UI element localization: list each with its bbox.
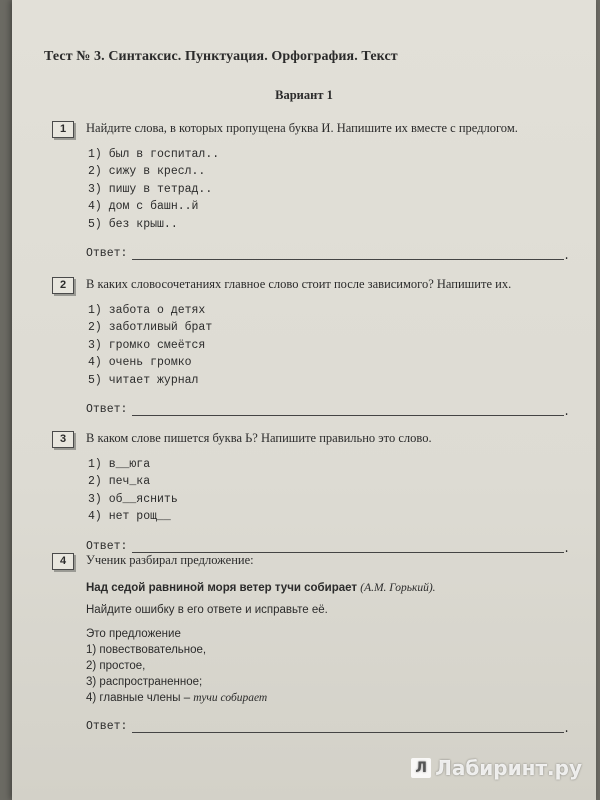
option: 3) пишу в тетрад.. — [88, 182, 213, 196]
task-number: 4 — [52, 553, 74, 570]
sentence-to-parse — [86, 582, 572, 594]
task-number: 3 — [52, 431, 74, 448]
answer-period: . — [563, 406, 570, 420]
answer-field[interactable] — [86, 247, 572, 263]
answer-label: Ответ: — [86, 539, 128, 553]
option: 2) заботливый брат — [88, 321, 213, 335]
task-number: 2 — [52, 277, 74, 294]
task-question: Ученик разбирал предложение: — [86, 553, 254, 567]
option: 2) сижу в кресл.. — [88, 165, 206, 179]
analysis-line: 3) распространенное; — [86, 676, 203, 688]
answer-line — [132, 732, 564, 733]
answer-label: Ответ: — [86, 403, 128, 417]
task-number: 1 — [52, 121, 74, 138]
options-list — [88, 146, 572, 233]
watermark-text: Лабиринт.ру — [435, 756, 582, 780]
page-title: Тест № 3. Синтаксис. Пунктуация. Орфография. Текст — [44, 49, 398, 64]
worksheet-page — [12, 0, 596, 800]
labirint-logo-icon: Л — [411, 758, 431, 778]
options-list — [88, 456, 572, 526]
option: 4) дом с башн..й — [88, 200, 199, 214]
answer-field[interactable] — [86, 720, 572, 736]
task-2 — [52, 276, 572, 419]
option: 1) в__юга — [88, 458, 151, 471]
options-list — [88, 302, 572, 389]
answer-period: . — [563, 250, 570, 264]
task-1 — [52, 120, 572, 263]
option: 2) печ_ка — [88, 475, 151, 489]
sentence-author: (А.М. Горький). — [360, 582, 436, 594]
task-question: В каких словосочетаниях главное слово стоит после зависимого? Напишите их. — [86, 277, 512, 291]
option: 4) очень громко — [88, 356, 192, 370]
option: 1) забота о детях — [88, 304, 206, 317]
task-4 — [52, 552, 572, 736]
analysis-line: 2) простое, — [86, 660, 146, 672]
sentence-text: Над седой равниной моря ветер тучи собирает — [86, 582, 358, 594]
analysis-italic: тучи собирает — [193, 692, 268, 704]
option: 3) об__яснить — [88, 492, 178, 506]
task-question: В каком слове пишется буква Ь? Напишите правильно это слово. — [86, 431, 432, 445]
option: 5) без крыш.. — [88, 217, 178, 231]
answer-period: . — [563, 723, 570, 736]
analysis-line: 1) повествовательное, — [86, 644, 207, 656]
option: 4) нет рощ__ — [88, 510, 171, 524]
answer-line — [132, 259, 564, 260]
watermark-logo — [411, 756, 582, 780]
answer-period: . — [563, 542, 570, 556]
analysis-line — [86, 690, 572, 706]
analysis-line: Это предложение — [86, 628, 181, 640]
task-instruction: Найдите ошибку в его ответе и исправьте её. — [86, 604, 328, 616]
option: 5) читает журнал — [88, 373, 199, 387]
option: 3) громко смеётся — [88, 338, 206, 352]
analysis-text: 4) главные члены – — [86, 692, 191, 704]
answer-label: Ответ: — [86, 720, 128, 733]
option: 1) был в госпитал.. — [88, 148, 220, 161]
answer-line — [132, 415, 564, 416]
task-question: Найдите слова, в которых пропущена буква И. Напишите их вместе с предлогом. — [86, 121, 518, 135]
answer-label: Ответ: — [86, 247, 128, 261]
answer-field[interactable] — [86, 403, 572, 419]
variant-heading: Вариант 1 — [275, 88, 333, 102]
task-3 — [52, 430, 572, 556]
student-analysis — [86, 626, 572, 706]
